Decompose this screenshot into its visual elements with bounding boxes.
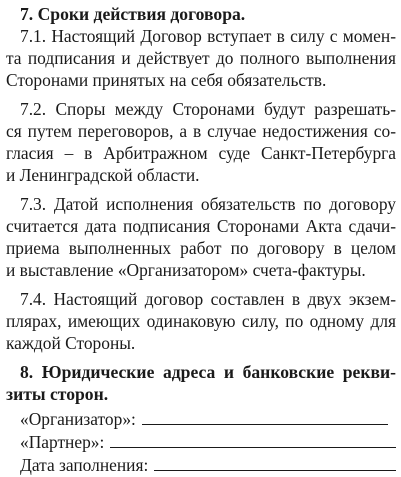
partner-blank-line[interactable]: [110, 432, 396, 448]
clause-7-3-line-1: 7.3. Датой исполнения обязательств по договору: [20, 194, 396, 214]
date-field-row: [6, 454, 396, 477]
clause-7-3: [6, 193, 396, 281]
section-8-heading-line-1: 8. Юридические адреса и банковские рекви-: [20, 362, 396, 382]
contract-page: [6, 3, 396, 477]
clause-7-2: [6, 98, 396, 186]
section-8-heading: [6, 361, 396, 405]
clause-7-3-line-3: приема выполненных работ по договору в целом: [6, 238, 396, 258]
clause-7-1: [6, 25, 396, 91]
section-8-heading-line-2: зиты сторон.: [6, 384, 109, 404]
organizer-label: «Организатор»:: [20, 409, 136, 429]
organizer-field-row: [6, 408, 396, 431]
clause-7-3-line-2: считается дата подписания Сторонами Акта сдачи-: [6, 216, 396, 236]
section-7-heading: 7. Сроки действия договора.: [20, 4, 246, 24]
requisites-fields: [6, 408, 396, 477]
clause-7-1-line-1: 7.1. Настоящий Договор вступает в силу с момен-: [20, 26, 396, 46]
clause-7-2-line-2: ся путем переговоров, а в случае недостижения со-: [6, 121, 396, 141]
partner-field-row: [6, 431, 396, 454]
clause-7-3-line-4: и выставление «Организатором» счета-фактуры.: [6, 260, 366, 280]
clause-7-4-line-1: 7.4. Настоящий договор составлен в двух экзем-: [20, 289, 396, 309]
clause-7-2-line-4: и Ленинградской области.: [6, 165, 200, 185]
date-label: Дата заполнения:: [20, 455, 149, 475]
clause-7-1-line-3: Сторонами принятых на себя обязательств.: [6, 70, 327, 90]
clause-7-2-line-3: гласия – в Арбитражном суде Санкт-Петербурга: [6, 143, 396, 163]
clause-7-4-line-3: каждой Стороны.: [6, 333, 136, 353]
clause-7-4-line-2: плярах, имеющих одинаковую силу, по одному для: [6, 311, 396, 331]
partner-label: «Партнер»:: [20, 432, 105, 452]
clause-7-1-line-2: та подписания и действует до полного выполнения: [6, 48, 396, 68]
date-blank-line[interactable]: [154, 455, 396, 471]
clause-7-4: [6, 288, 396, 354]
clause-7-2-line-1: 7.2. Споры между Сторонами будут разрешать-: [20, 99, 396, 119]
organizer-blank-line[interactable]: [142, 409, 388, 425]
